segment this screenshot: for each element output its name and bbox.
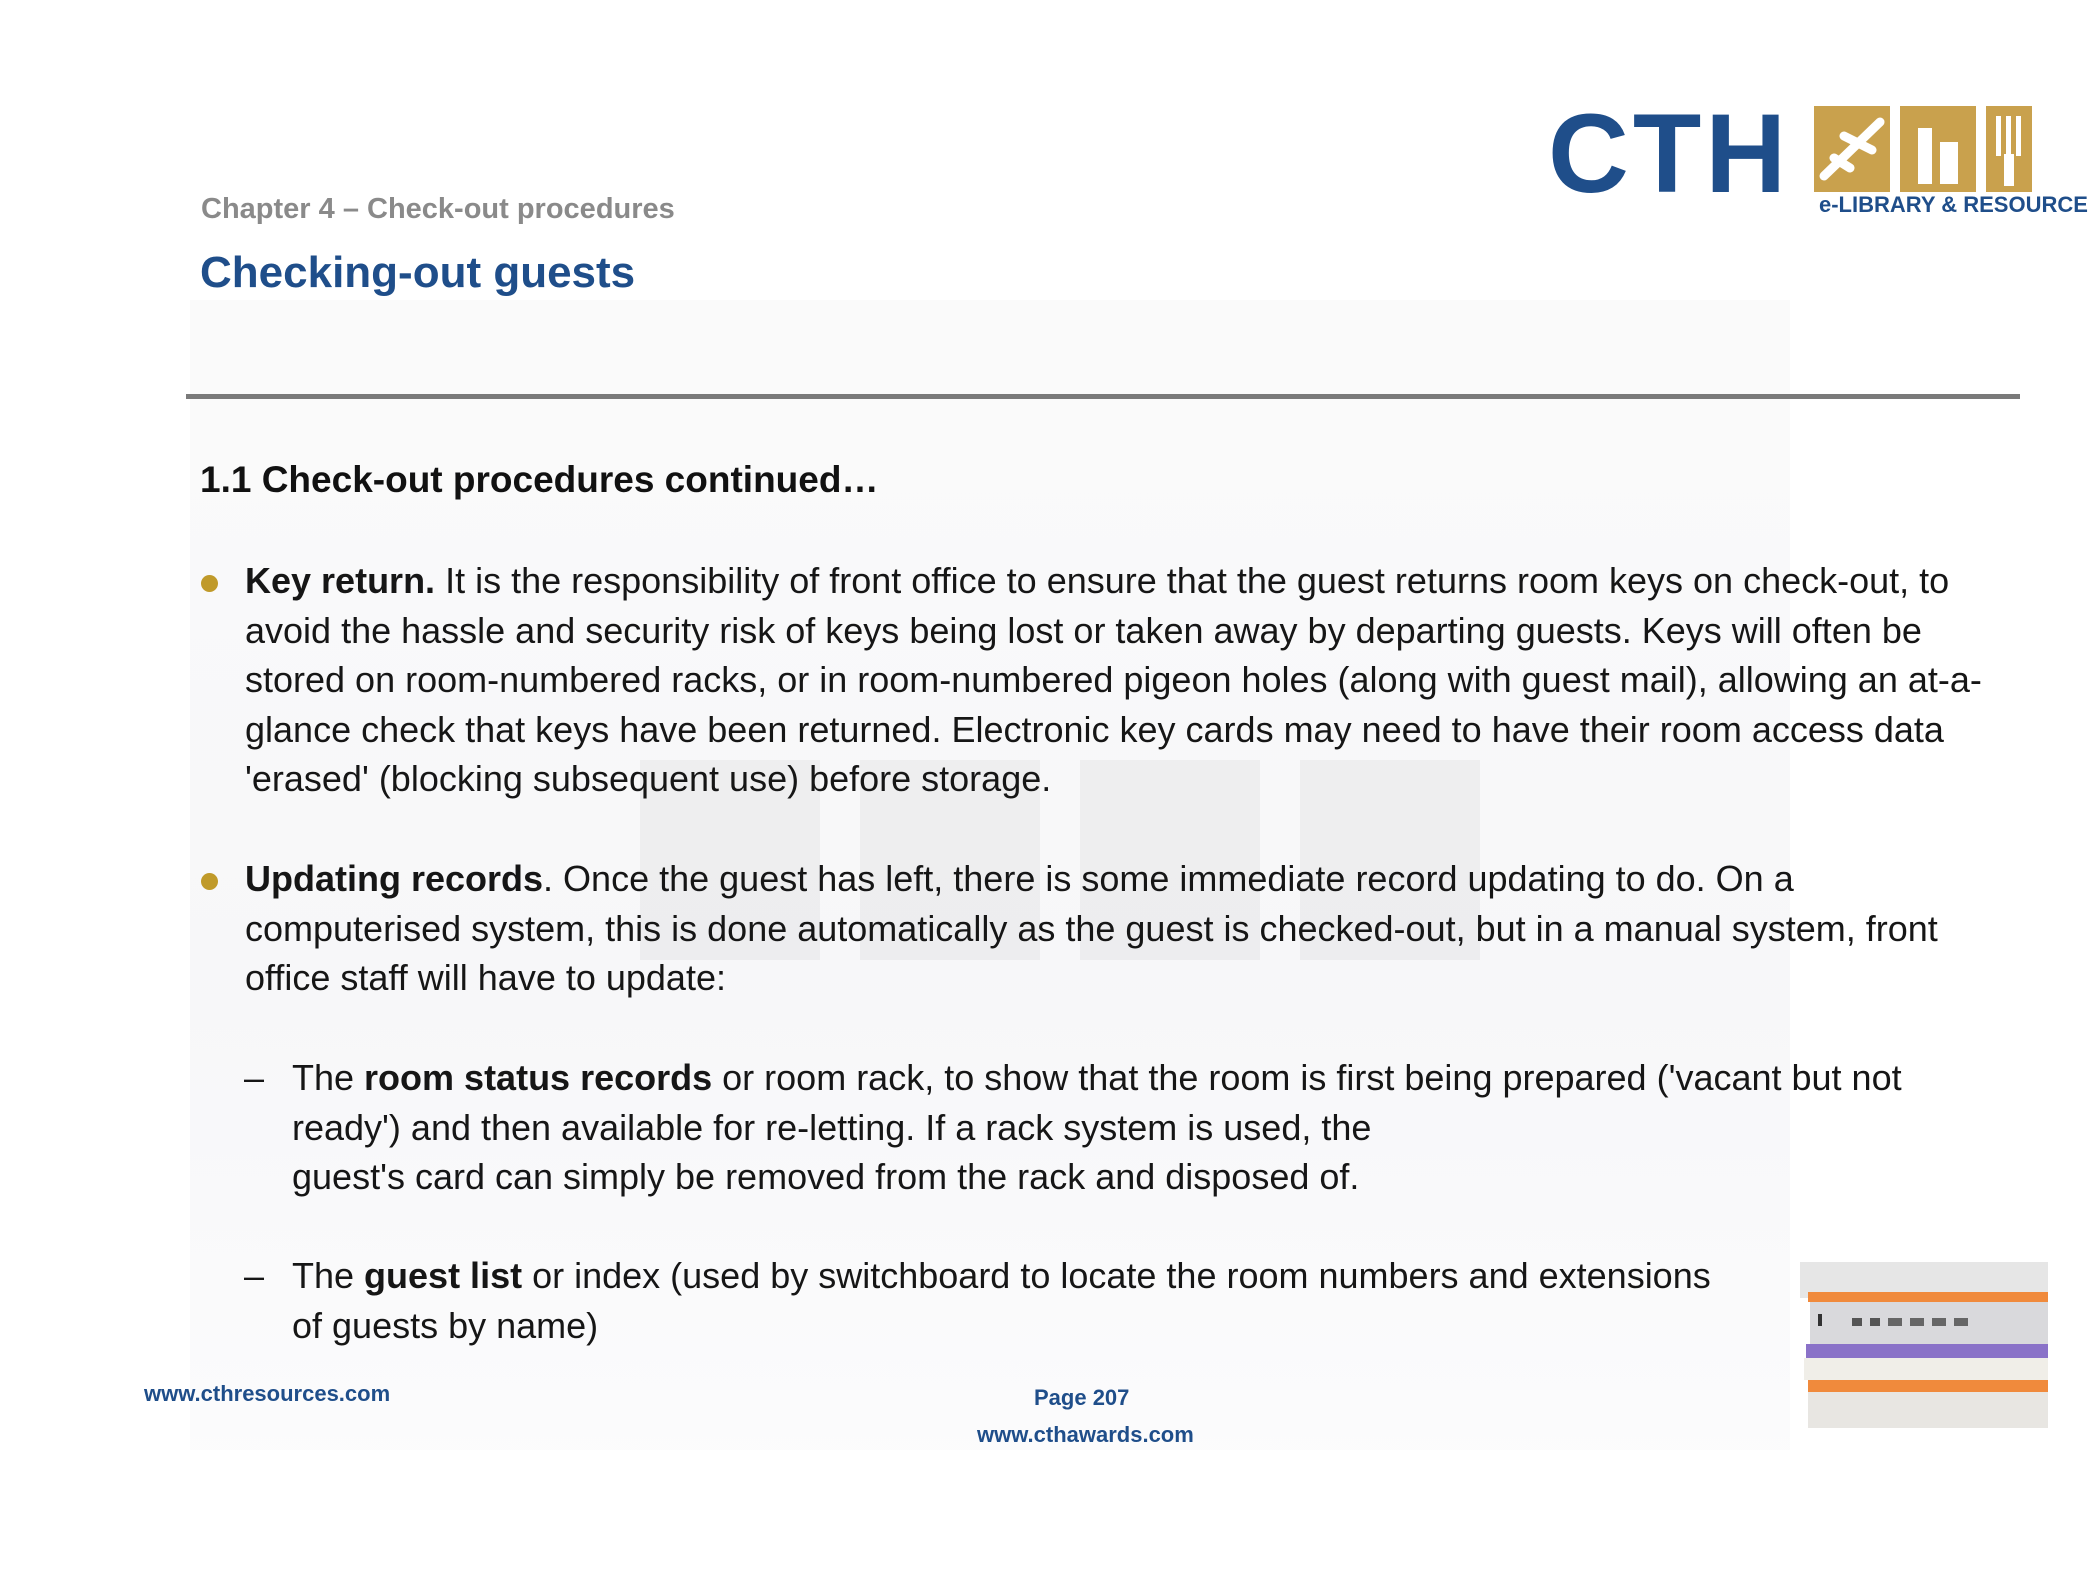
logo-tiles	[1814, 106, 2032, 192]
sub-item-text: or room rack, to show that the room is first being prepared ('vacant but not ready') and then available for re-letting. If a rack system is used, the	[292, 1057, 1902, 1148]
sub-item-bold: room status records	[364, 1057, 713, 1098]
sub-item-text: or index (used by switchboard to locate the room numbers and extensions	[522, 1255, 1711, 1296]
bullet-text: . Once the guest has left, there is some immediate record updating to do. On a computerised system, this is done automatically as the guest is checked-out, but in a manual system, front office staff will have to update:	[245, 858, 1938, 998]
bullet-paragraph-key-return	[245, 556, 2005, 804]
book-stack-image	[1800, 1262, 2048, 1432]
logo-subtitle: e-LIBRARY & RESOURCE	[1819, 192, 2088, 217]
sub-item-text: The	[292, 1255, 365, 1296]
footer-awards-link[interactable]: www.cthawards.com	[977, 1422, 1194, 1447]
hotel-icon	[1900, 106, 1976, 192]
header-divider	[186, 394, 2020, 399]
dash-marker: –	[244, 1255, 265, 1296]
plane-icon	[1814, 106, 1890, 192]
bullet-dot	[201, 873, 218, 890]
sub-item-room-status	[292, 1053, 2002, 1202]
page-title: Checking-out guests	[200, 248, 636, 297]
dash-marker: –	[244, 1057, 265, 1098]
logo-wordmark: CTH	[1548, 91, 1791, 216]
bullet-text: It is the responsibility of front office to ensure that the guest returns room keys on check-out, to avoid the hassle and security risk of keys being lost or taken away by departing guests. Keys will often be stored on room-numbered racks, or in room-numbered pigeon holes (along with guest mail), allowing an at-a-glance check that keys have been returned. Electronic key cards may need to have their room access data 'erased' (blocking subsequent use) before storage.	[245, 560, 1982, 799]
sub-item-text: The	[292, 1057, 365, 1098]
footer-resources-link[interactable]: www.cthresources.com	[144, 1381, 391, 1406]
sub-item-text: guest's card can simply be removed from the rack and disposed of.	[292, 1156, 1360, 1197]
cth-logo	[1548, 91, 2088, 228]
bullet-paragraph-updating-records	[245, 854, 2005, 1003]
section-heading: 1.1 Check-out procedures continued…	[200, 459, 879, 500]
bullet-lead: Updating records	[245, 858, 544, 899]
page-number: Page 207	[1034, 1385, 1130, 1410]
sub-item-guest-list	[292, 1251, 2002, 1350]
fork-icon	[1986, 106, 2032, 192]
chapter-label: Chapter 4 – Check-out procedures	[201, 193, 675, 225]
bullet-dot	[201, 575, 218, 592]
sub-item-text: of guests by name)	[292, 1304, 599, 1346]
bullet-lead: Key return.	[245, 560, 436, 601]
sub-item-bold: guest list	[364, 1255, 523, 1296]
